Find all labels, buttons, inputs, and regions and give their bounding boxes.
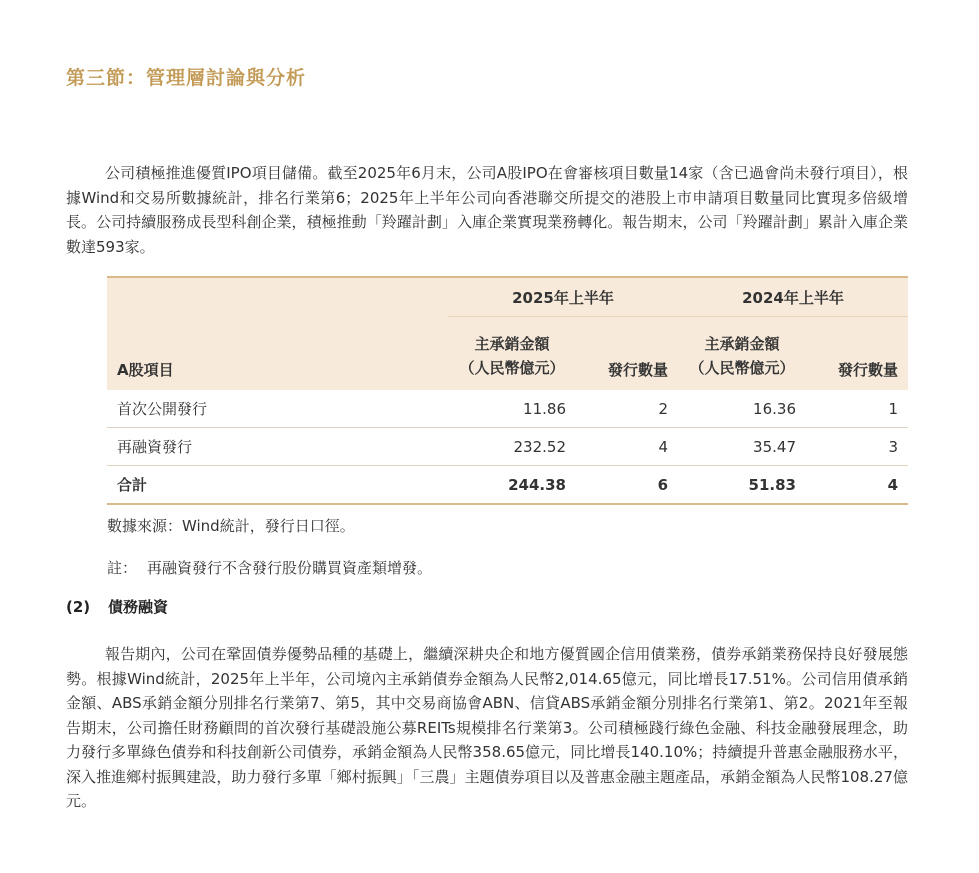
row-count-2024: 3 — [806, 428, 908, 466]
period-header-2024h1: 2024年上半年 — [678, 277, 908, 317]
row-amount-2024: 16.36 — [678, 390, 806, 428]
total-item: 合計 — [107, 466, 448, 505]
table-row — [107, 390, 908, 428]
subsection-number: (2) — [66, 598, 91, 616]
row-count-2025: 2 — [576, 390, 678, 428]
total-count-2025: 6 — [576, 466, 678, 505]
data-source-note: 數據來源：Wind統計，發行日口徑。 — [107, 517, 355, 535]
row-amount-2024: 35.47 — [678, 428, 806, 466]
paragraph-ipo-reserve: 公司積極推進優質IPO項目儲備。截至2025年6月末，公司A股IPO在會審核項目數量14家（含已過會尚未發行項目），根據Wind和交易所數據統計，排名行業第6；2025年上半年公司向香港聯交所提交的港股上市申請項目數量同比實現多倍級增長。公司持續服務成長型科創企業，積極推動「羚躍計劃」入庫企業實現業務轉化。報告期末，公司「羚躍計劃」累計入庫企業數達593家。 — [66, 164, 908, 256]
column-header-amount-2025 — [448, 317, 576, 391]
column-header-amount-2024 — [678, 317, 806, 391]
column-header-item: A股項目 — [107, 317, 448, 391]
subsection-heading — [66, 596, 168, 617]
paragraph-debt-financing: 報告期內，公司在鞏固債券優勢品種的基礎上，繼續深耕央企和地方優質國企信用債業務，債券承銷業務保持良好發展態勢。根據Wind統計，2025年上半年，公司境內主承銷債券金額為人民幣2,014.65億元，同比增長17.51%。公司信用債承銷金額、ABS承銷金額分別排名行業第7、第5，其中交易商協會ABN、信貸ABS承銷金額分別排名行業第1、第2。2021年至報告期末，公司擔任財務顧問的首次發行基礎設施公募REITs規模排名行業第3。公司積極踐行綠色金融、科技金融發展理念，助力發行多單綠色債券和科技創新公司債券，承銷金額為人民幣358.65億元，同比增長140.10%；持續提升普惠金融服務水平，深入推進鄉村振興建設，助力發行多單「鄉村振興」「三農」主題債券項目以及普惠金融主題產品，承銷金額為人民幣108.27億元。 — [66, 645, 908, 810]
amount-header-line2: （人民幣億元） — [689, 359, 795, 377]
row-item: 再融資發行 — [107, 428, 448, 466]
table-column-header-row — [107, 317, 908, 391]
row-count-2024: 1 — [806, 390, 908, 428]
row-amount-2025: 11.86 — [448, 390, 576, 428]
row-amount-2025: 232.52 — [448, 428, 576, 466]
total-amount-2025: 244.38 — [448, 466, 576, 505]
row-count-2025: 4 — [576, 428, 678, 466]
subsection-title: 債務融資 — [108, 598, 169, 616]
table-period-header-row — [107, 277, 908, 317]
footnote-label: 註： — [107, 559, 138, 577]
column-header-count-2024: 發行數量 — [806, 317, 908, 391]
total-amount-2024: 51.83 — [678, 466, 806, 505]
table-total-row — [107, 466, 908, 505]
column-header-count-2025: 發行數量 — [576, 317, 678, 391]
a-share-underwriting-table — [107, 276, 908, 505]
table-row — [107, 428, 908, 466]
amount-header-line1: 主承銷金額 — [704, 335, 780, 353]
table-header-blank — [107, 277, 448, 317]
section-title: 第三節：管理層討論與分析 — [66, 67, 307, 89]
footnote — [107, 557, 432, 578]
footnote-text: 再融資發行不含發行股份購買資產類增發。 — [147, 559, 433, 577]
amount-header-line1: 主承銷金額 — [474, 335, 550, 353]
total-count-2024: 4 — [806, 466, 908, 505]
period-header-2025h1: 2025年上半年 — [448, 277, 678, 317]
amount-header-line2: （人民幣億元） — [459, 359, 565, 377]
row-item: 首次公開發行 — [107, 390, 448, 428]
